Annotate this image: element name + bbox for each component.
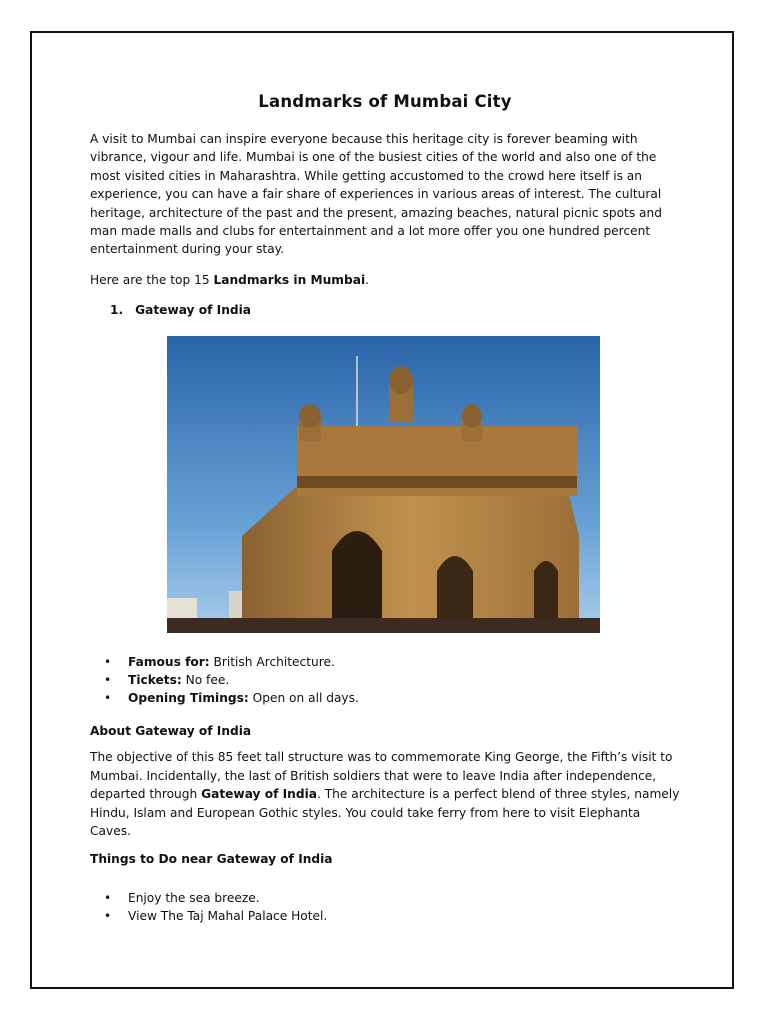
gateway-facts-list: [90, 653, 680, 708]
fact-label: Famous for:: [128, 654, 210, 669]
fact-value: British Architecture.: [209, 654, 335, 669]
top-landmarks-prefix: Here are the top 15: [90, 272, 214, 287]
about-text-before: The objective of this 85 feet tall structure was to commemorate King George, the Fifth’s visit to Mumbai. Incidentally, the last of British soldiers that were to leave India after independence, departed through: [90, 750, 673, 802]
page-title: Landmarks of Mumbai City: [258, 92, 512, 111]
things-to-do-heading: Things to Do near Gateway of India: [90, 852, 333, 867]
fact-opening-timings: [90, 689, 680, 707]
fact-famous-for: [90, 653, 680, 671]
things-to-do-list: [90, 889, 680, 926]
things-to-do-item: • Enjoy the sea breeze.: [90, 889, 680, 907]
gateway-photo-illustration: [167, 336, 600, 633]
top-landmarks-suffix: .: [365, 272, 369, 287]
gateway-of-india-photo: [167, 336, 600, 633]
section-number: 1.: [110, 303, 124, 318]
fact-tickets: [90, 671, 680, 689]
fact-value: Open on all days.: [248, 691, 359, 706]
about-paragraph: [90, 748, 680, 840]
about-heading: About Gateway of India: [90, 723, 252, 738]
things-to-do-item: • View The Taj Mahal Palace Hotel.: [90, 907, 680, 925]
section-title: Gateway of India: [135, 303, 251, 318]
intro-paragraph: A visit to Mumbai can inspire everyone because this heritage city is forever beaming with vibrance, vigour and life. Mumbai is one of the busiest cities of the world and also one of the most visited cities in Maharashtra. While getting accustomed to the crowd here itself is an experience, you can have a fair share of experiences in various areas of interest. The cultural heritage, architecture of the past and the present, amazing beaches, natural picnic spots and man made malls and clubs for entertainment and a lot more offer you one hundred percent entertainment during your stay.: [90, 132, 662, 257]
document-body: [90, 92, 680, 926]
section-heading: [110, 301, 680, 319]
top-landmarks-line: [90, 271, 680, 289]
fact-value: No fee.: [181, 673, 230, 688]
fact-label: Tickets:: [128, 673, 182, 688]
about-bold-text: Gateway of India: [201, 787, 317, 802]
top-landmarks-bold: Landmarks in Mumbai: [213, 272, 366, 287]
fact-label: Opening Timings:: [128, 691, 249, 706]
about-text-after: . The architecture is a perfect blend of three styles, namely Hindu, Islam and European Gothic styles. You could take ferry from here to visit Elephanta Caves.: [90, 787, 680, 838]
